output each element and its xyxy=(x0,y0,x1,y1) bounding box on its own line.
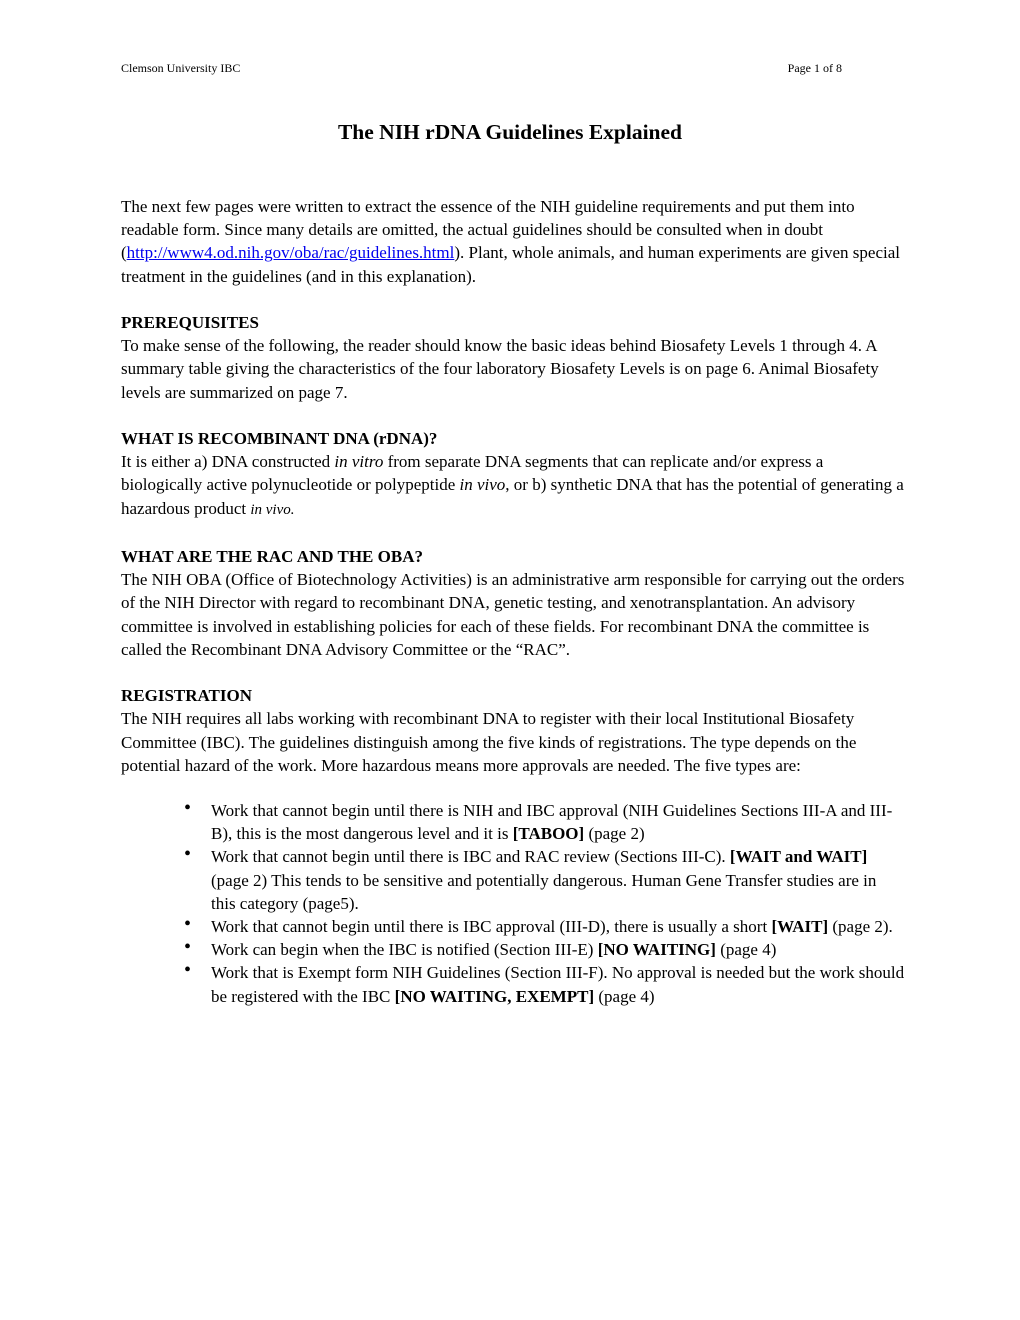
header-page-number: Page 1 of 8 xyxy=(787,61,842,75)
rdna-text: It is either a) DNA constructed in vitro from separate DNA segments that can replicate and/or express a biologically active polynucleotide or polypeptide in vivo, or b) synthetic DNA that has the potential of generating a hazardous product in vivo. xyxy=(121,452,904,518)
intro-paragraph: The next few pages were written to extract the essence of the NIH guideline requirements and put them into readable form. Since many details are omitted, the actual guidelines should be consulted when in doubt (http://www4.od.nih.gov/oba/rac/guidelines.html). Plant, whole animals, and human experiments are given special treatment in the guidelines (and in this explanation). xyxy=(121,197,901,286)
registration-heading: REGISTRATION xyxy=(121,686,252,706)
list-item: • Work that cannot begin until there is IBC approval (III-D), there is usually a short [WAIT] (page 2). xyxy=(184,913,893,937)
registration-types-list xyxy=(121,799,905,1008)
registration-text: The NIH requires all labs working with recombinant DNA to register with their local Institutional Biosafety Committee (IBC). The guidelines distinguish among the five kinds of registrations. The type depends on the potential hazard of the work. More hazardous means more approvals are needed. The five types are: xyxy=(121,709,857,775)
prerequisites-heading: PREREQUISITES xyxy=(121,313,259,332)
bullet-icon: • xyxy=(184,913,192,936)
bullet-icon: • xyxy=(184,797,192,820)
list-item: • Work can begin when the IBC is notified (Section III-E) [NO WAITING] (page 4) xyxy=(184,936,777,960)
guidelines-link[interactable]: http://www4.od.nih.gov/oba/rac/guidelines.html xyxy=(126,243,455,263)
list-item: • Work that cannot begin until there is IBC and RAC review (Sections III-C). [WAIT and WAIT] (page 2) This tends to be sensitive and potentially dangerous. Human Gene Transfer studies are in this category (page5). xyxy=(184,843,877,913)
list-item: • Work that is Exempt form NIH Guidelines (Section III-F). No approval is needed but the work should be registered with the IBC [NO WAITING, EXEMPT] (page 4) xyxy=(184,959,905,1006)
list-item: • Work that cannot begin until there is NIH and IBC approval (NIH Guidelines Sections III-A and III-B), this is the most dangerous level and it is [TABOO] (page 2) xyxy=(184,797,893,844)
document-body xyxy=(121,195,905,1008)
rac-oba-text: The NIH OBA (Office of Biotechnology Activities) is an administrative arm responsible for carrying out the orders of the NIH Director with regard to recombinant DNA, genetic testing, and xenotransplantation. An advisory committee is involved in establishing policies for each of these fields. For recombinant DNA the committee is called the Recombinant DNA Advisory Committee or the “RAC”. xyxy=(121,570,905,659)
bullet-icon: • xyxy=(184,959,192,982)
prerequisites-text: To make sense of the following, the reader should know the basic ideas behind Biosafety Levels 1 through 4. A summary table giving the characteristics of the four laboratory Biosafety Levels is on page 6. Animal Biosafety levels are summarized on page 7. xyxy=(121,336,879,402)
rac-oba-heading: WHAT ARE THE RAC AND THE OBA? xyxy=(121,547,423,566)
page-title: The NIH rDNA Guidelines Explained xyxy=(337,120,683,144)
rdna-heading: WHAT IS RECOMBINANT DNA (rDNA)? xyxy=(121,429,438,448)
header-left: Clemson University IBC xyxy=(121,61,241,75)
bullet-icon: • xyxy=(184,843,192,866)
bullet-icon: • xyxy=(184,936,192,959)
